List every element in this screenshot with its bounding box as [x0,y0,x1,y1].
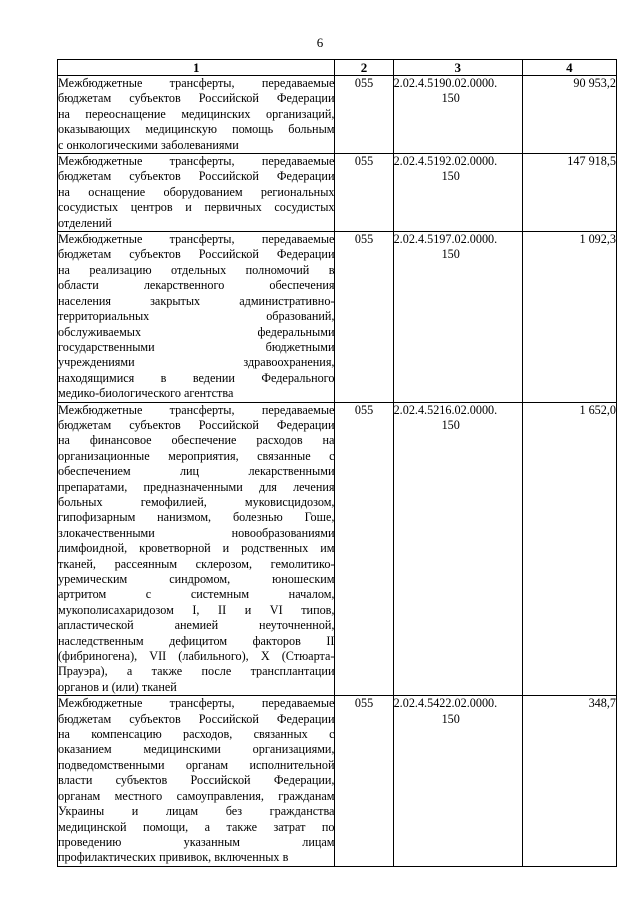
table-row [58,154,617,232]
admin-code: 055 [335,696,393,866]
description-line: оказанием медицинскими организациями, [58,742,335,757]
description-line: мукополисахаридозом I, II и VI типов, [58,602,335,617]
description-line: Украины и лицам без гражданства [58,804,335,819]
description-line: государственными бюджетными [58,339,335,354]
kbk-line-2: 150 [441,417,460,432]
budget-classification-code [393,232,522,402]
description-line: препаратами, предназначенными для лечения [58,479,335,494]
description-line: территориальных образований, [58,309,335,324]
admin-code: 055 [335,76,393,154]
admin-code: 055 [335,154,393,232]
transfer-description [58,76,335,154]
description-line: медицинской помощи, а также затрат по [58,819,335,834]
description-line: лимфоидной, кроветворной и родственных им [58,541,335,556]
budget-classification-code [393,76,522,154]
description-line: на финансовое обеспечение расходов на [58,433,335,448]
description-line: отделений [58,215,112,230]
column-header-3: 3 [393,60,522,76]
kbk-line-1: 2.02.4.5197.02.0000. [393,232,498,247]
description-line: больных гемофилией, муковисцидозом, [58,494,335,509]
description-line: Прауэра), а также после трансплантации [58,664,335,679]
description-line: с онкологическими заболеваниями [58,137,239,152]
budget-table [57,59,617,867]
description-line: апластической анемией неуточненной, [58,618,335,633]
description-line: Межбюджетные трансферты, передаваемые [58,232,335,247]
description-line: проведению указанным лицам [58,834,335,849]
description-line: подведомственными органам исполнительной [58,757,335,772]
description-line: бюджетам субъектов Российской Федерации [58,417,335,432]
kbk-line-1: 2.02.4.5422.02.0000. [393,696,498,711]
description-line: на оснащение оборудованием региональных [58,184,335,199]
kbk-line-2: 150 [441,91,460,106]
amount: 1 652,0 [522,402,616,696]
amount: 90 953,2 [522,76,616,154]
kbk-line-1: 2.02.4.5190.02.0000. [393,76,498,90]
description-line: артритом с системным началом, [58,587,335,602]
description-line: учреждениями здравоохранения, [58,355,335,370]
description-line: на компенсацию расходов, связанных с [58,727,335,742]
description-line: злокачественными новообразованиями [58,525,335,540]
description-line: организационные мероприятия, связанные с [58,448,335,463]
description-line: находящимися в ведении Федерального [58,370,335,385]
table-row [58,76,617,154]
description-line: органов и (или) тканей [58,679,177,694]
description-line: медико-биологического агентства [58,386,234,401]
description-line: Межбюджетные трансферты, передаваемые [58,696,335,711]
description-line: органам местного самоуправления, гражданам [58,788,335,803]
description-line: бюджетам субъектов Российской Федерации [58,91,335,106]
column-header-4: 4 [522,60,616,76]
description-line: обеспечением лиц лекарственными [58,464,335,479]
description-line: области лекарственного обеспечения [58,278,335,293]
kbk-line-1: 2.02.4.5192.02.0000. [393,154,498,169]
transfer-description [58,232,335,402]
column-header-1: 1 [58,60,335,76]
table-row [58,696,617,866]
description-line: сосудистых центров и первичных сосудистых [58,200,335,215]
description-line: Межбюджетные трансферты, передаваемые [58,76,335,90]
column-header-2: 2 [335,60,393,76]
description-line: на реализацию отдельных полномочий в [58,262,335,277]
budget-classification-code [393,402,522,696]
description-line: Межбюджетные трансферты, передаваемые [58,402,335,417]
description-line: Межбюджетные трансферты, передаваемые [58,154,335,169]
transfer-description [58,696,335,866]
admin-code: 055 [335,232,393,402]
description-line: наследственным дефицитом факторов II [58,633,335,648]
description-line: оказывающих медицинскую помощь больным [58,122,335,137]
kbk-line-2: 150 [441,169,460,184]
transfer-description [58,402,335,696]
transfer-description [58,154,335,232]
description-line: (фибриногена), VII (лабильного), X (Стюарта- [58,649,335,664]
description-line: власти субъектов Российской Федерации, [58,773,335,788]
description-line: профилактических прививок, включенных в [58,850,289,865]
description-line: бюджетам субъектов Российской Федерации [58,711,335,726]
budget-classification-code [393,696,522,866]
description-line: уремическим синдромом, юношеским [58,572,335,586]
amount: 348,7 [522,696,616,866]
description-line: бюджетам субъектов Российской Федерации [58,247,335,262]
description-line: бюджетам субъектов Российской Федерации [58,169,335,184]
description-line: на переоснащение медицинских организаций, [58,106,335,121]
kbk-line-2: 150 [441,711,460,726]
admin-code: 055 [335,402,393,696]
kbk-line-2: 150 [441,247,460,262]
description-line: тканей, рассеянным склерозом, гемолитико- [58,556,335,571]
table-row [58,232,617,402]
amount: 1 092,3 [522,232,616,402]
amount: 147 918,5 [522,154,616,232]
description-line: обслуживаемых федеральными [58,324,335,339]
page-number: 6 [316,35,324,50]
budget-classification-code [393,154,522,232]
description-line: населения закрытых административно- [58,293,335,308]
table-header-row [58,60,617,76]
table-row [58,402,617,696]
kbk-line-1: 2.02.4.5216.02.0000. [393,402,498,417]
description-line: гипофизарным нанизмом, болезнью Гоше, [58,510,335,525]
